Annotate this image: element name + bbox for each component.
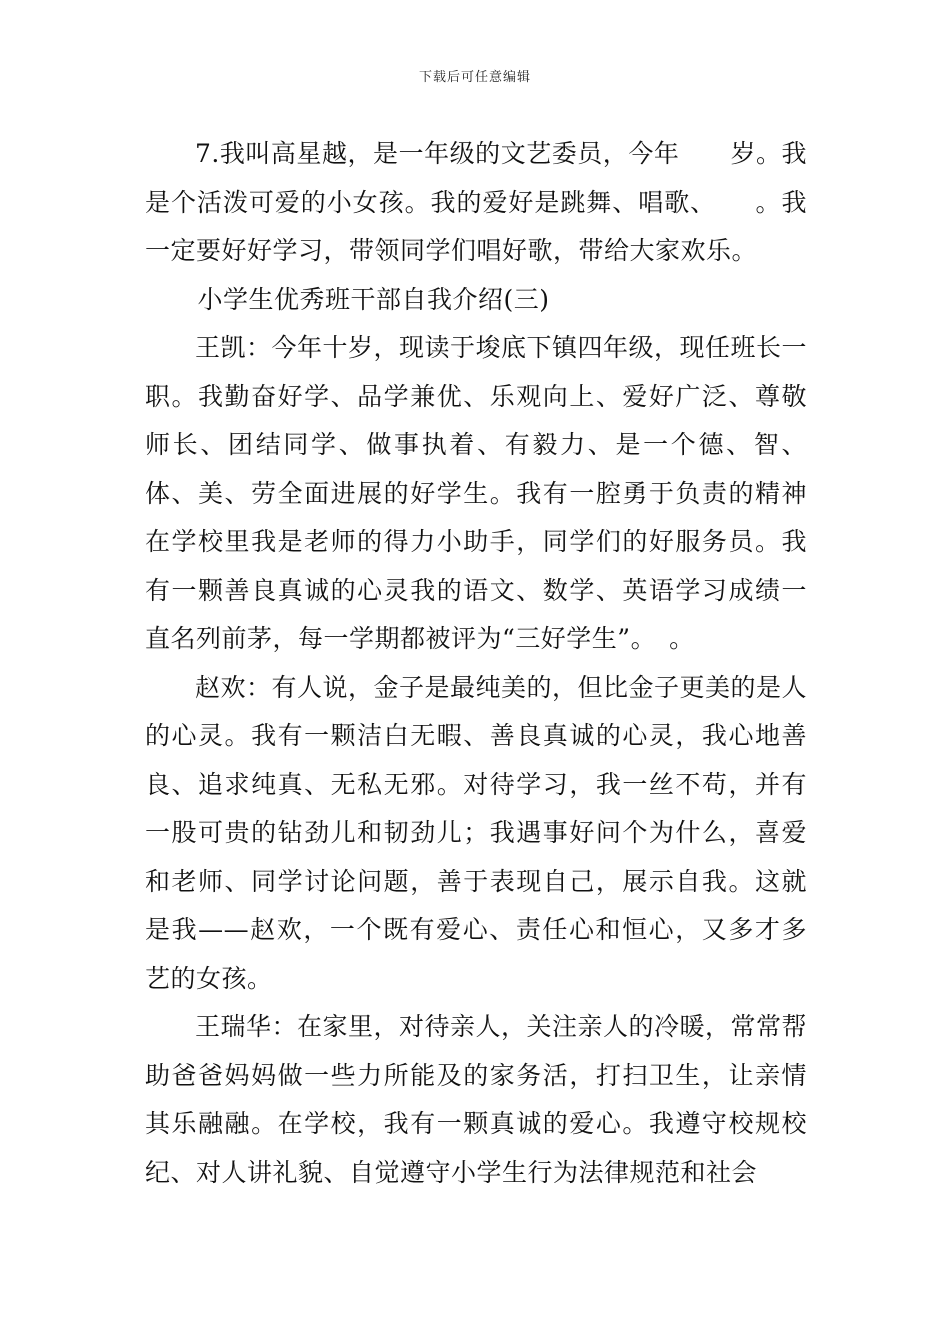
paragraph-zhao-huan: 赵欢：有人说，金子是最纯美的，但比金子更美的是人的心灵。我有一颗洁白无暇、善良真诚的心灵，我心地善良、追求纯真、无私无邪。对待学习，我一丝不苟，并有一股可贵的钻劲儿和韧劲儿；我遇事好问个为什么，喜爱和老师、同学讨论问题，善于表现自己，展示自我。这就是我——赵欢，一个既有爱心、责任心和恒心，又多才多艺的女孩。 <box>145 672 808 993</box>
paragraph-gao-xingyue: 7.我叫高星越，是一年级的文艺委员，今年 岁。我是个活泼可爱的小女孩。我的爱好是跳舞、唱歌、 。我一定要好好学习，带领同学们唱好歌，带给大家欢乐。 <box>145 139 807 265</box>
page-header: 下载后可任意编辑 <box>418 70 531 85</box>
section-heading: 小学生优秀班干部自我介绍(三) <box>197 284 550 314</box>
document-body <box>145 130 807 1197</box>
paragraph-wang-kai: 王凯：今年十岁，现读于埈底下镇四年级，现任班长一职。我勤奋好学、品学兼优、乐观向上、爱好广泛、尊敬师长、团结同学、做事执着、有毅力、是一个德、智、体、美、劳全面进展的好学生。我有一腔勇于负责的精神在学校里我是老师的得力小助手，同学们的好服务员。我有一颗善良真诚的心灵我的语文、数学、英语学习成绩一直名列前茅，每一学期都被评为“三好学生”。 。 <box>145 333 808 653</box>
paragraph-wang-ruihua: 王瑞华：在家里，对待亲人，关注亲人的冷暖，常常帮助爸爸妈妈做一些力所能及的家务活，打扫卫生，让亲情其乐融融。在学校，我有一颗真诚的爱心。我遵守校规校纪、对人讲礼貌、自觉遵守小学生行为法律规范和社会 <box>145 1012 808 1187</box>
